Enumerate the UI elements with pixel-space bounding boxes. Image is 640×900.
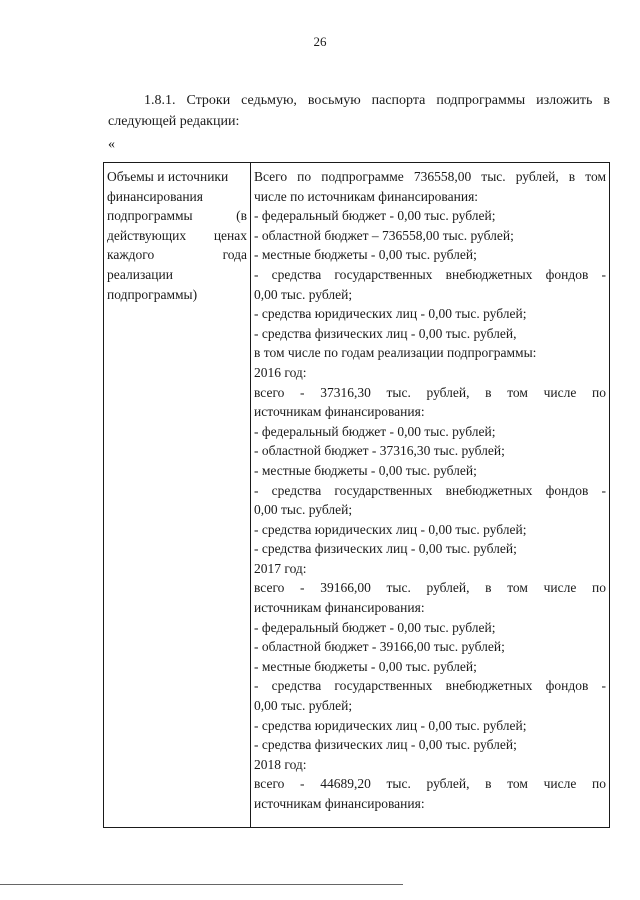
content-line: источникам финансирования: [254,404,425,420]
content-line: 0,00 тыс. рублей; [254,286,353,302]
content-line: в том числе по годам реализации подпрограммы: [254,345,537,361]
content-line: источникам финансирования: [254,600,425,616]
page-bottom-rule [0,884,403,885]
content-line: - средства юридических лиц - 0,00 тыс. рублей; [254,521,527,537]
label-line: действующих ценах [107,227,247,243]
content-line: 2016 год: [254,364,307,380]
page-number: 26 [313,34,327,49]
content-cell [251,163,610,828]
content-line: - областной бюджет - 39166,00 тыс. рублей; [254,639,505,655]
content-line: всего - 37316,30 тыс. рублей, в том числе по [254,384,606,400]
content-line: - средства юридических лиц - 0,00 тыс. рублей; [254,717,527,733]
content-line: всего - 44689,20 тыс. рублей, в том числе по [254,776,606,792]
content-line: - областной бюджет – 736558,00 тыс. рублей; [254,227,514,243]
content-line: - местные бюджеты - 0,00 тыс. рублей; [254,247,477,263]
content-line: - федеральный бюджет - 0,00 тыс. рублей; [254,423,496,439]
label-line: подпрограммы (в [107,208,247,224]
content-line: 0,00 тыс. рублей; [254,698,353,714]
label-line: Объемы и источники [107,169,229,184]
passport-table [103,162,610,828]
content-line: - средства государственных внебюджетных фондов - [254,266,606,282]
content-line: 2017 год: [254,560,307,576]
content-line: Всего по подпрограмме 736558,00 тыс. рублей, в том [254,169,606,184]
content-line: - средства физических лиц - 0,00 тыс. рублей; [254,541,517,557]
content-line: - средства государственных внебюджетных фондов - [254,482,606,498]
content-line: 0,00 тыс. рублей; [254,502,353,518]
content-line: - средства физических лиц - 0,00 тыс. рублей, [254,325,517,341]
label-text [107,167,247,304]
label-line: реализации [107,266,173,282]
label-cell [104,163,251,828]
label-line: каждого года [107,247,247,263]
intro-text: 1.8.1. Строки седьмую, восьмую паспорта подпрограммы изложить в следующей редакции: [108,93,610,129]
content-line: - местные бюджеты - 0,00 тыс. рублей; [254,658,477,674]
content-line: - средства физических лиц - 0,00 тыс. рублей; [254,737,517,753]
label-line: подпрограммы) [107,286,198,302]
opening-quote-mark: « [108,137,115,152]
content-line: источникам финансирования: [254,796,425,811]
table-row [104,163,610,828]
content-line: числе по источникам финансирования: [254,188,479,204]
content-line: - средства государственных внебюджетных фондов - [254,678,606,694]
content-line: - средства юридических лиц - 0,00 тыс. рублей; [254,306,527,322]
content-line: - федеральный бюджет - 0,00 тыс. рублей; [254,208,496,224]
content-line: 2018 год: [254,756,307,772]
intro-paragraph [108,90,610,132]
content-line: всего - 39166,00 тыс. рублей, в том числе по [254,580,606,596]
content-line: - местные бюджеты - 0,00 тыс. рублей; [254,462,477,478]
content-line: - областной бюджет - 37316,30 тыс. рублей; [254,443,505,459]
label-line: финансирования [107,188,203,204]
content-line: - федеральный бюджет - 0,00 тыс. рублей; [254,619,496,635]
